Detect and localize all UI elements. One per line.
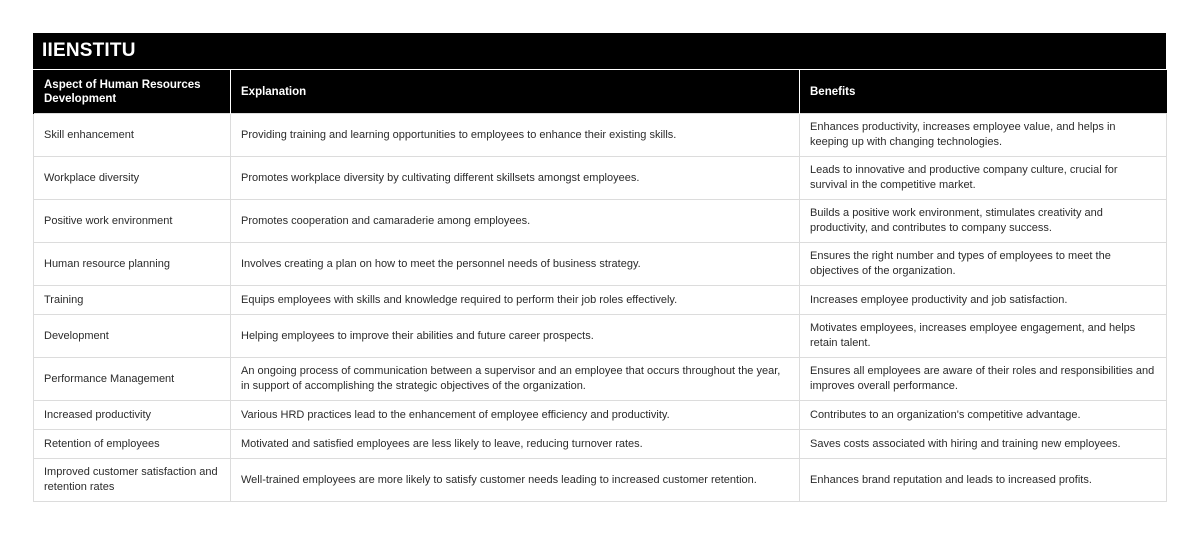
cell-aspect: Improved customer satisfaction and retention rates bbox=[34, 459, 231, 502]
cell-aspect: Development bbox=[34, 315, 231, 358]
cell-explanation: Promotes workplace diversity by cultivating different skillsets amongst employees. bbox=[231, 157, 800, 200]
brand-title: IIENSTITU bbox=[33, 33, 1166, 69]
cell-aspect: Increased productivity bbox=[34, 401, 231, 430]
cell-aspect: Human resource planning bbox=[34, 243, 231, 286]
table-row bbox=[34, 200, 1167, 243]
cell-explanation: Equips employees with skills and knowledge required to perform their job roles effectively. bbox=[231, 286, 800, 315]
cell-benefits: Increases employee productivity and job satisfaction. bbox=[800, 286, 1167, 315]
cell-explanation: Promotes cooperation and camaraderie among employees. bbox=[231, 200, 800, 243]
header-aspect: Aspect of Human Resources Development bbox=[34, 70, 231, 114]
cell-explanation: Providing training and learning opportunities to employees to enhance their existing skills. bbox=[231, 114, 800, 157]
cell-benefits: Ensures the right number and types of employees to meet the objectives of the organization. bbox=[800, 243, 1167, 286]
cell-explanation: Involves creating a plan on how to meet the personnel needs of business strategy. bbox=[231, 243, 800, 286]
cell-explanation: Various HRD practices lead to the enhancement of employee efficiency and productivity. bbox=[231, 401, 800, 430]
header-benefits: Benefits bbox=[800, 70, 1167, 114]
cell-aspect: Workplace diversity bbox=[34, 157, 231, 200]
cell-benefits: Leads to innovative and productive company culture, crucial for survival in the competitive market. bbox=[800, 157, 1167, 200]
table-row bbox=[34, 243, 1167, 286]
cell-benefits: Contributes to an organization's competitive advantage. bbox=[800, 401, 1167, 430]
table-header-row bbox=[34, 70, 1167, 114]
table-row bbox=[34, 459, 1167, 502]
cell-explanation: An ongoing process of communication between a supervisor and an employee that occurs throughout the year, in support of accomplishing the strategic objectives of the organization. bbox=[231, 358, 800, 401]
table-row bbox=[34, 286, 1167, 315]
cell-aspect: Skill enhancement bbox=[34, 114, 231, 157]
header-explanation: Explanation bbox=[231, 70, 800, 114]
table-row bbox=[34, 157, 1167, 200]
cell-explanation: Helping employees to improve their abilities and future career prospects. bbox=[231, 315, 800, 358]
cell-explanation: Motivated and satisfied employees are less likely to leave, reducing turnover rates. bbox=[231, 430, 800, 459]
table-row bbox=[34, 315, 1167, 358]
cell-benefits: Enhances productivity, increases employee value, and helps in keeping up with changing technologies. bbox=[800, 114, 1167, 157]
cell-benefits: Builds a positive work environment, stimulates creativity and productivity, and contributes to company success. bbox=[800, 200, 1167, 243]
table-row bbox=[34, 358, 1167, 401]
table-row bbox=[34, 430, 1167, 459]
cell-benefits: Motivates employees, increases employee engagement, and helps retain talent. bbox=[800, 315, 1167, 358]
cell-aspect: Performance Management bbox=[34, 358, 231, 401]
cell-benefits: Saves costs associated with hiring and training new employees. bbox=[800, 430, 1167, 459]
cell-aspect: Training bbox=[34, 286, 231, 315]
cell-benefits: Enhances brand reputation and leads to increased profits. bbox=[800, 459, 1167, 502]
cell-aspect: Retention of employees bbox=[34, 430, 231, 459]
table-row bbox=[34, 114, 1167, 157]
cell-aspect: Positive work environment bbox=[34, 200, 231, 243]
hrd-table-container bbox=[33, 33, 1166, 502]
table-row bbox=[34, 401, 1167, 430]
cell-benefits: Ensures all employees are aware of their roles and responsibilities and improves overall performance. bbox=[800, 358, 1167, 401]
hrd-table bbox=[33, 69, 1167, 502]
cell-explanation: Well-trained employees are more likely to satisfy customer needs leading to increased customer retention. bbox=[231, 459, 800, 502]
